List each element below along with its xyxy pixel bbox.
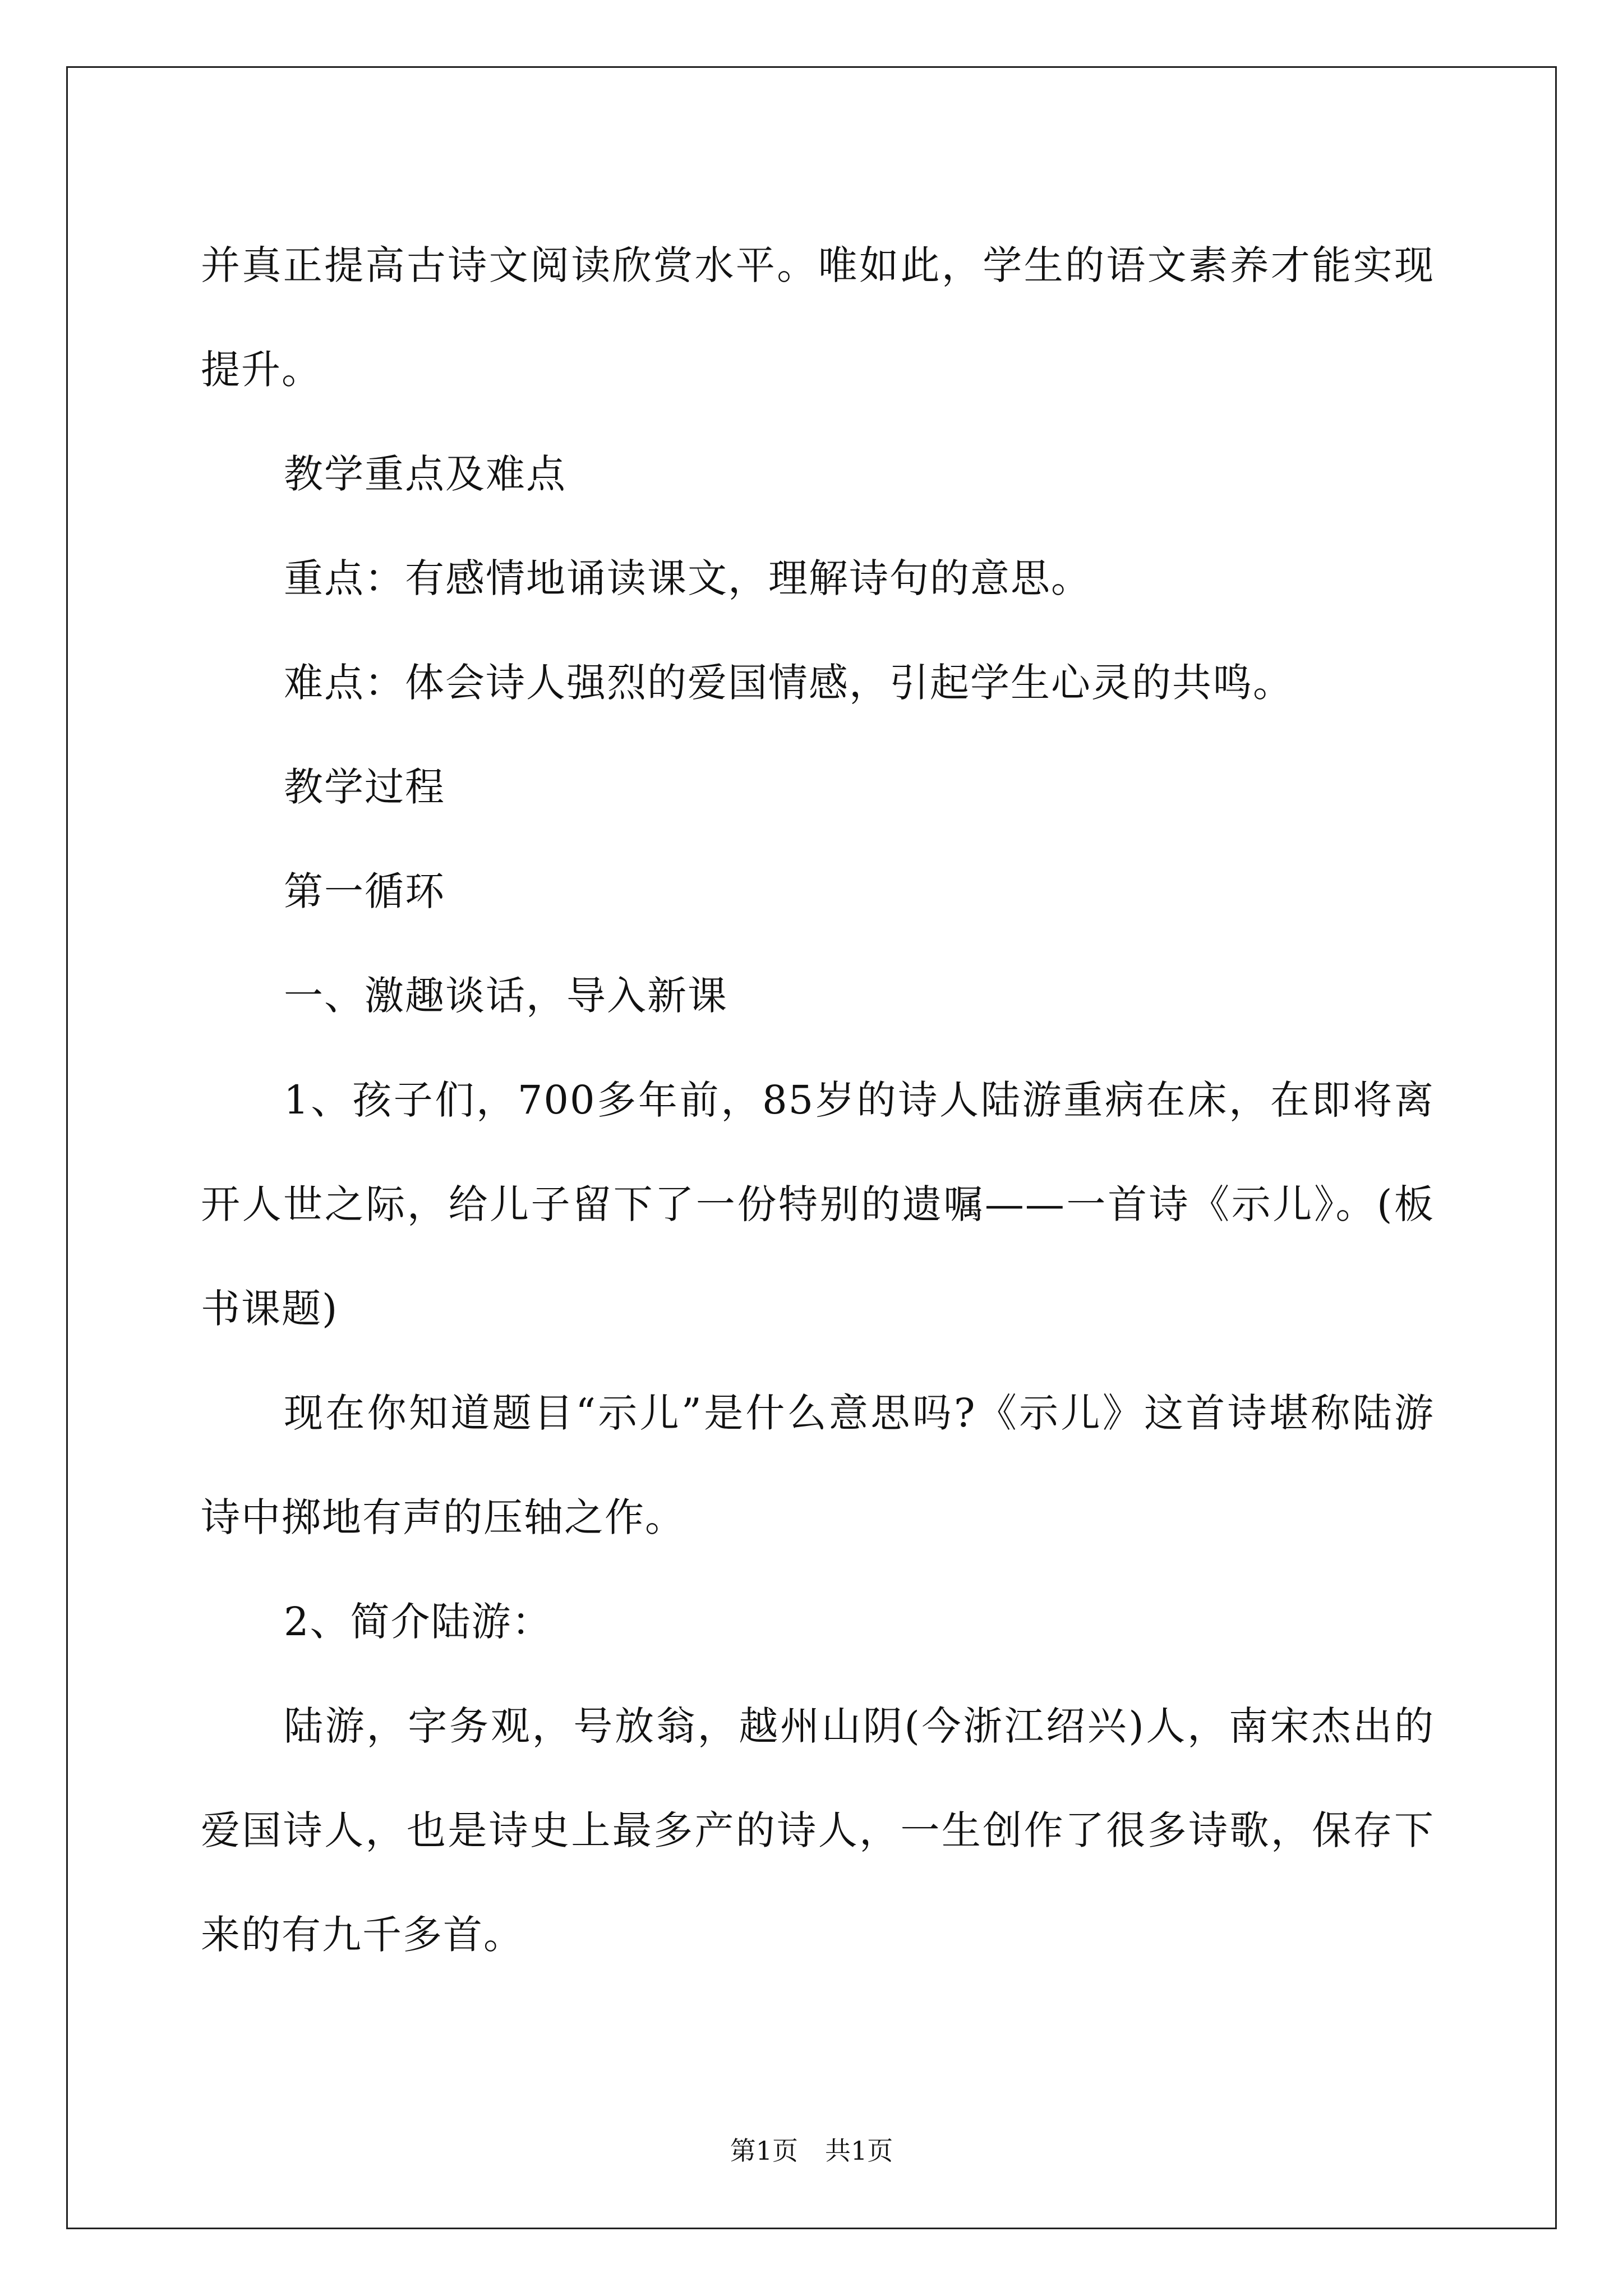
heading-first-cycle: 第一循环 [284,868,445,914]
paragraph-lu-you-bio: 陆游，字务观，号放翁，越州山阴(今浙江绍兴)人，南宋杰出的爱国诗人，也是诗史上最多产的诗人，一生创作了很多诗歌，保存下来的有九千多首。 [201,1703,1435,1958]
paragraph-difficult-point: 难点：体会诗人强烈的爱国情感，引起学生心灵的共鸣。 [284,660,1293,706]
heading-item-two: 2、简介陆游： [284,1599,552,1645]
heading-key-points: 教学重点及难点 [284,451,566,497]
paragraph-item-one: 1、孩子们，700多年前，85岁的诗人陆游重病在床，在即将离开人世之际，给儿子留下了一份特别的遗嘱——一首诗《示儿》。(板书课题) [201,1077,1435,1332]
heading-section-one: 一、激趣谈话，导入新课 [284,973,728,1019]
paragraph-intro-continuation: 并真正提高古诗文阅读欣赏水平。唯如此，学生的语文素养才能实现提升。 [201,242,1435,393]
page-footer [0,2134,1623,2168]
page-number: 第1页 [730,2136,798,2166]
page-total: 共1页 [825,2136,893,2166]
paragraph-title-meaning: 现在你知道题目“示儿”是什么意思吗?《示儿》这首诗堪称陆游诗中掷地有声的压轴之作。 [201,1390,1435,1540]
document-body [201,213,1435,1987]
paragraph-key-point: 重点：有感情地诵读课文，理解诗句的意思。 [284,555,1091,601]
heading-teaching-process: 教学过程 [284,764,445,810]
